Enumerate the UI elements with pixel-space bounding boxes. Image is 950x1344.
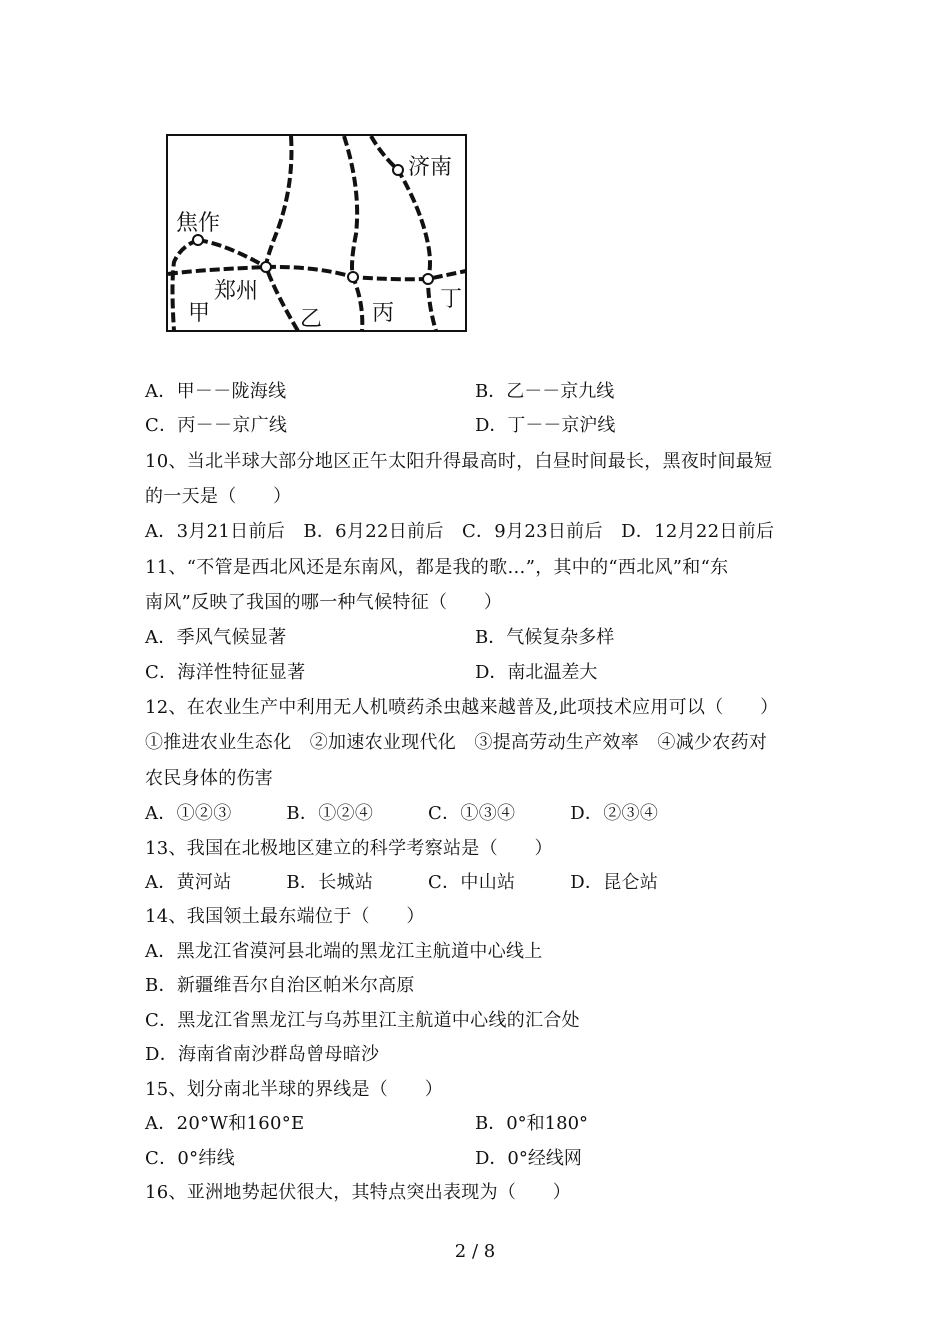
q16-stem: 16、亚洲地势起伏很大，其特点突出表现为（ ）: [145, 1182, 572, 1203]
map-label-jia: 甲: [188, 301, 211, 326]
q14-option-b: B．新疆维吾尔自治区帕米尔高原: [145, 975, 415, 996]
q9-option-c: C．丙－－京广线: [145, 415, 288, 436]
q12-stem-line3: 农民身体的伤害: [145, 768, 274, 789]
q12-stem-line2: ①推进农业生态化 ②加速农业现代化 ③提高劳动生产效率 ④减少农药对: [145, 732, 768, 753]
q14-option-d: D．海南省南沙群岛曾母暗沙: [145, 1044, 380, 1065]
q11-option-a: A．季风气候显著: [145, 627, 287, 648]
zhengzhou-station-marker: [261, 262, 271, 272]
q13-options: A．黄河站 B．长城站 C．中山站 D．昆仑站: [145, 872, 659, 893]
q11-option-d: D．南北温差大: [475, 662, 598, 683]
map-label-jiaozuo: 焦作: [176, 211, 221, 236]
map-label-jinan: 济南: [408, 155, 453, 180]
q14-option-a: A．黑龙江省漠河县北端的黑龙江主航道中心线上: [145, 941, 543, 962]
jiaozuo-station-marker: [193, 235, 203, 245]
q9-option-b: B．乙－－京九线: [475, 381, 615, 402]
q10-stem-line1: 10、当北半球大部分地区正午太阳升得最高时，白昼时间最长，黑夜时间最短: [145, 451, 773, 472]
q15-option-c: C．0°纬线: [145, 1148, 236, 1169]
q12-options: A．①②③ B．①②④ C．①③④ D．②③④: [145, 803, 659, 824]
q9-option-a: A．甲－－陇海线: [145, 381, 287, 402]
map-label-ding: 丁: [440, 287, 463, 312]
q15-stem: 15、划分南北半球的界线是（ ）: [145, 1079, 444, 1100]
q11-stem-line2: 南风”反映了我国的哪一种气候特征（ ）: [145, 592, 503, 613]
q15-option-b: B．0°和180°: [475, 1113, 589, 1134]
map-label-zhengzhou: 郑州: [214, 279, 259, 304]
q12-stem-line1: 12、在农业生产中利用无人机喷药杀虫越来越普及,此项技术应用可以（ ）: [145, 697, 779, 718]
map-label-yi: 乙: [300, 307, 323, 332]
q11-stem-line1: 11、“不管是西北风还是东南风，都是我的歌…”，其中的“西北风”和“东: [145, 557, 729, 578]
q14-option-c: C．黑龙江省黑龙江与乌苏里江主航道中心线的汇合处: [145, 1010, 580, 1031]
q15-option-d: D．0°经线网: [475, 1148, 582, 1169]
page-number: 2 / 8: [454, 1241, 496, 1262]
q10-stem-line2: 的一天是（ ）: [145, 486, 292, 507]
junction-ding-marker: [423, 274, 433, 284]
q14-stem: 14、我国领土最东端位于（ ）: [145, 906, 425, 927]
q10-options: A．3月21日前后 B．6月22日前后 C．9月23日前后 D．12月22日前后: [145, 521, 775, 542]
railway-map: [166, 134, 467, 332]
q15-option-a: A．20°W和160°E: [145, 1113, 305, 1134]
jinan-station-marker: [393, 165, 403, 175]
q13-stem: 13、我国在北极地区建立的科学考察站是（ ）: [145, 838, 553, 859]
q11-option-b: B．气候复杂多样: [475, 627, 615, 648]
q9-option-d: D．丁－－京沪线: [475, 415, 616, 436]
junction-bing-marker: [348, 272, 358, 282]
q11-option-c: C．海洋性特征显著: [145, 662, 306, 683]
map-label-bing: 丙: [372, 301, 395, 326]
